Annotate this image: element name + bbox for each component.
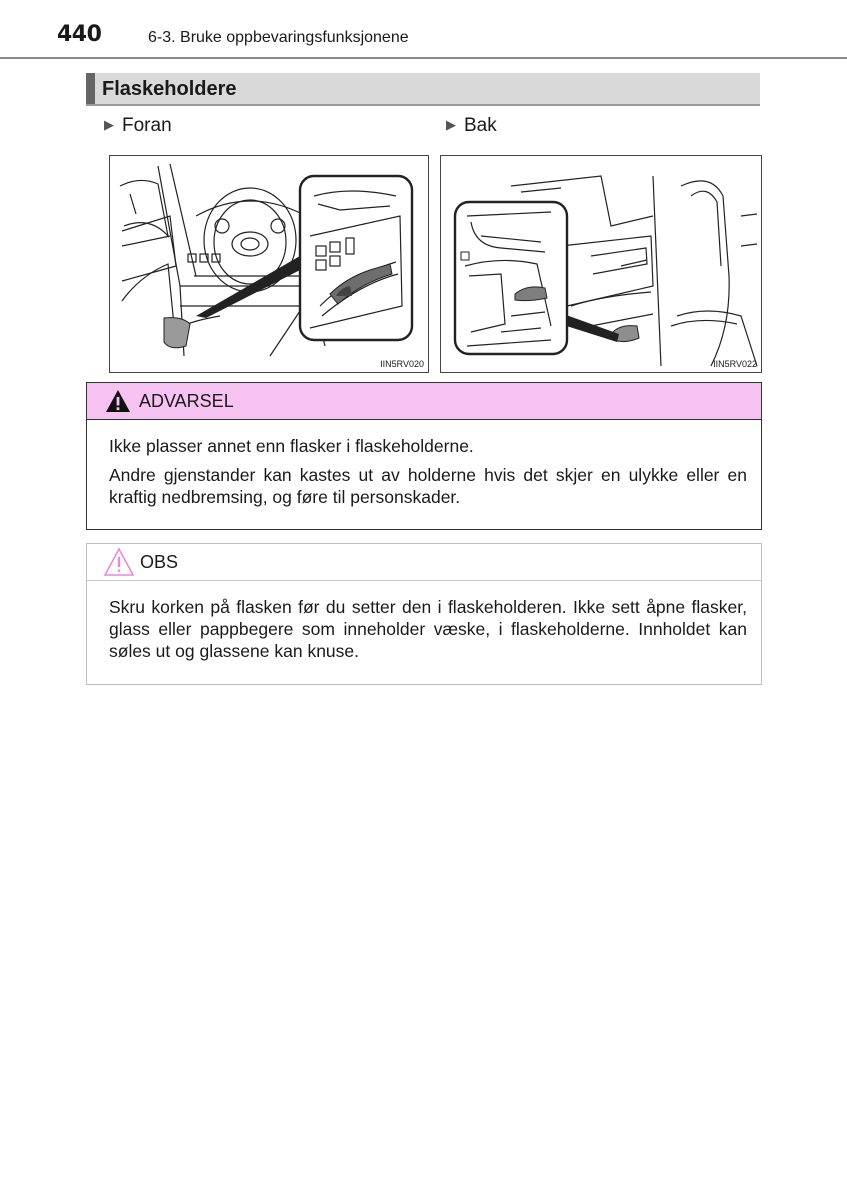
page-number: 440 — [57, 22, 102, 47]
header-divider — [0, 57, 847, 59]
rear-figure-code: IIN5RV022 — [713, 359, 757, 369]
notice-paragraph: Skru korken på flasken før du setter den i flaskeholderen. Ikke sett åpne flasker, glass eller pappbegere som inneholder væske, i flaskeholderne. Innholdet kan søles ut og glassene kan knuse. — [109, 597, 747, 661]
front-subheading — [104, 115, 172, 137]
section-heading-bar — [86, 73, 95, 104]
notice-text — [109, 596, 747, 662]
front-label: Foran — [122, 115, 172, 136]
caution-outline-icon — [103, 547, 135, 577]
warning-box — [86, 382, 762, 530]
section-title: Flaskeholdere — [102, 78, 237, 100]
notice-header — [87, 544, 761, 581]
section-heading — [86, 73, 760, 106]
warning-paragraph: Ikke plasser annet enn flasker i flaskeholderne. — [109, 436, 474, 456]
rear-subheading — [446, 115, 497, 137]
rear-interior-drawing — [441, 156, 761, 372]
page-header — [0, 0, 847, 60]
warning-label: ADVARSEL — [139, 391, 234, 411]
warning-header — [87, 383, 761, 420]
arrow-right-icon: ▶ — [104, 117, 114, 132]
chapter-title: 6-3. Bruke oppbevaringsfunksjonene — [148, 29, 409, 46]
warning-triangle-icon — [105, 389, 131, 413]
notice-box — [86, 543, 762, 685]
rear-label: Bak — [464, 115, 497, 136]
front-interior-drawing — [110, 156, 428, 372]
warning-text — [109, 435, 747, 515]
front-bottle-holder-illustration — [109, 155, 429, 373]
warning-paragraph: Andre gjenstander kan kastes ut av holderne hvis det skjer en ulykke eller en kraftig nedbremsing, og føre til personskader. — [109, 465, 747, 507]
front-figure-code: IIN5RV020 — [380, 359, 424, 369]
arrow-right-icon: ▶ — [446, 117, 456, 132]
notice-label: OBS — [140, 552, 179, 572]
rear-bottle-holder-illustration — [440, 155, 762, 373]
